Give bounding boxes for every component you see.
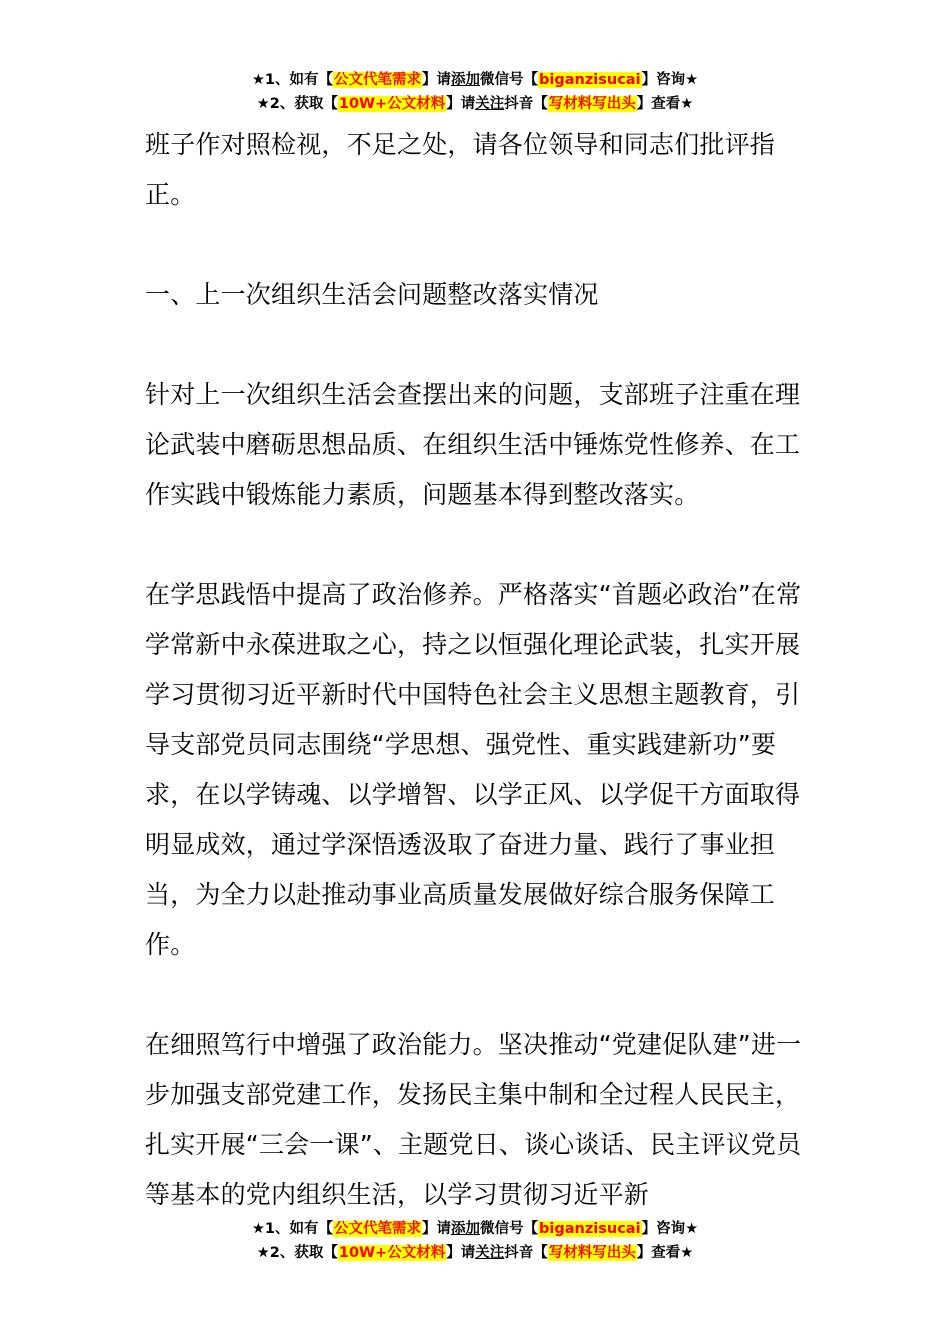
- promo-text: 】请: [422, 1221, 452, 1237]
- section-heading: 一、上一次组织生活会问题整改落实情况: [145, 280, 599, 309]
- promo-text: 】查看★: [636, 96, 694, 112]
- promo-banner-bottom: [0, 1217, 950, 1265]
- promo-text: ★2、获取【: [256, 1245, 338, 1261]
- highlight-materials: 10W+公文材料: [338, 96, 446, 112]
- promo-text: 】请: [446, 1245, 476, 1261]
- promo-text: 抖音【: [504, 1245, 548, 1261]
- promo-line-1: [0, 1217, 950, 1241]
- highlight-service: 公文代笔需求: [334, 72, 422, 88]
- promo-emphasis: 添加: [451, 72, 481, 88]
- paragraph: 班子作对照检视，不足之处，请各位领导和同志们批评指正。: [145, 130, 776, 209]
- promo-text: 】请: [422, 72, 452, 88]
- highlight-douyin: 写材料写出头: [548, 96, 636, 112]
- promo-text: 】请: [446, 96, 476, 112]
- paragraph: 在学思践悟中提高了政治修养。严格落实“首题必政治”在常学常新中永葆进取之心，持之以恒强化理论武装，扎实开展学习贯彻习近平新时代中国特色社会主义思想主题教育，引导支部党员同志围绕“学思想、强党性、重实践建新功”要求，在以学铸魂、以学增智、以学正风、以学促干方面取得明显成效，通过学深悟透汲取了奋进力量、践行了事业担当，为全力以赴推动事业高质量发展做好综合服务保障工作。: [145, 580, 802, 959]
- promo-text: ★2、获取【: [256, 96, 338, 112]
- promo-text: 】咨询★: [641, 72, 699, 88]
- promo-text: ★1、如有【: [251, 72, 334, 88]
- highlight-materials: 10W+公文材料: [338, 1245, 446, 1261]
- paragraph: 在细照笃行中增强了政治能力。坚决推动“党建促队建”进一步加强支部党建工作，发扬民主集中制和全过程人民民主，扎实开展“三会一课”、主题党日、谈心谈话、民主评议党员等基本的党内组织生活，以学习贯彻习近平新: [145, 1030, 802, 1209]
- promo-banner-top: [0, 68, 950, 116]
- promo-line-2: [0, 1241, 950, 1265]
- promo-text: 】咨询★: [641, 1221, 699, 1237]
- highlight-wechat-id: biganzisucai: [539, 1221, 641, 1237]
- promo-line-2: [0, 92, 950, 116]
- promo-text: 微信号【: [480, 72, 539, 88]
- promo-emphasis: 关注: [475, 1245, 505, 1261]
- highlight-douyin: 写材料写出头: [548, 1245, 636, 1261]
- promo-emphasis: 添加: [451, 1221, 481, 1237]
- promo-text: 】查看★: [636, 1245, 694, 1261]
- document-body: [145, 120, 815, 1220]
- promo-emphasis: 关注: [475, 96, 505, 112]
- promo-line-1: [0, 68, 950, 92]
- paragraph: 针对上一次组织生活会查摆出来的问题，支部班子注重在理论武装中磨砺思想品质、在组织生活中锤炼党性修养、在工作实践中锻炼能力素质，问题基本得到整改落实。: [145, 380, 801, 509]
- highlight-wechat-id: biganzisucai: [539, 72, 641, 88]
- promo-text: 微信号【: [480, 1221, 539, 1237]
- promo-text: ★1、如有【: [251, 1221, 334, 1237]
- promo-text: 抖音【: [504, 96, 548, 112]
- highlight-service: 公文代笔需求: [334, 1221, 422, 1237]
